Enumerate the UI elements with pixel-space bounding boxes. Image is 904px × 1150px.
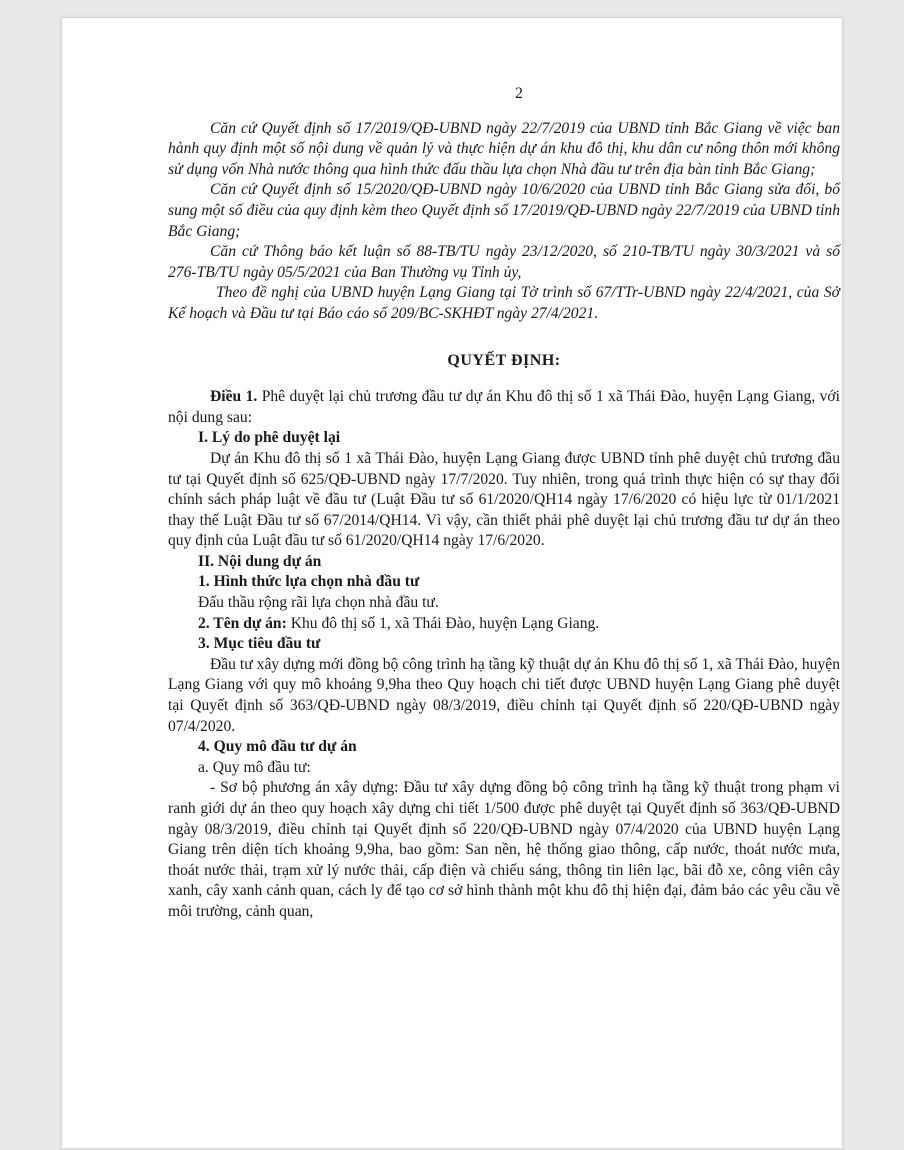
preamble xyxy=(168,119,840,325)
article-1-label: Điều 1. xyxy=(210,388,258,406)
item-2 xyxy=(168,614,840,635)
page-number: 2 xyxy=(515,85,523,102)
section-1-body: Dự án Khu đô thị số 1 xã Thái Đào, huyện Lạng Giang được UBND tỉnh phê duyệt chủ trương đầu tư tại Quyết định số 625/QĐ-UBND ngày 17/7/2020. Tuy nhiên, trong quá trình thực hiện có sự thay đổi chính sách pháp luật về đầu tư (Luật Đầu tư số 61/2020/QH14 ngày 17/6/2020 có hiệu lực từ 01/1/2021 thay thế Luật Đầu tư số 67/2014/QH14. Vì vậy, cần thiết phải phê duyệt lại chủ trương đầu tư dự án theo quy định của Luật đầu tư số 61/2020/QH14 ngày 17/6/2020. xyxy=(168,449,840,550)
item-4-title: 4. Quy mô đầu tư dự án xyxy=(198,738,357,756)
section-1-title: I. Lý do phê duyệt lại xyxy=(198,429,341,447)
document-page xyxy=(62,18,842,1148)
item-2-text: Khu đô thị số 1, xã Thái Đào, huyện Lạng Giang. xyxy=(286,614,600,632)
article-1-text: Phê duyệt lại chủ trương đầu tư dự án Khu đô thị số 1 xã Thái Đào, huyện Lạng Giang, với nội dung sau: xyxy=(168,388,840,426)
item-1-body: Đấu thầu rộng rãi lựa chọn nhà đầu tư. xyxy=(198,594,439,612)
item-4-a: a. Quy mô đầu tư: xyxy=(198,758,311,776)
article-1 xyxy=(168,387,840,428)
document-content xyxy=(168,84,840,923)
item-4-body: - Sơ bộ phương án xây dựng: Đầu tư xây dựng đồng bộ công trình hạ tầng kỹ thuật trong phạm vi ranh giới dự án theo quy hoạch xây dựng chi tiết 1/500 được phê duyệt tại Quyết định số 363/QĐ-UBND ngày 08/3/2019, điều chỉnh tại Quyết định số 220/QĐ-UBND ngày 07/4/2020 của UBND huyện Lạng Giang trên diện tích khoảng 9,9ha, bao gồm: San nền, hệ thống giao thông, cấp nước, thoát nước mưa, thoát nước thải, trạm xử lý nước thải, cấp điện và chiếu sáng, thông tin liên lạc, bãi đỗ xe, công viên cây xanh, cây xanh cảnh quan, cách ly để tạo cơ sở hình thành một khu đô thị hiện đại, đảm bảo các yêu cầu về môi trường, cảnh quan, xyxy=(168,779,840,920)
preamble-paragraph: Theo đề nghị của UBND huyện Lạng Giang tại Tờ trình số 67/TTr-UBND ngày 22/4/2021, của Sở Kế hoạch và Đầu tư tại Báo cáo số 209/BC-SKHĐT ngày 27/4/2021. xyxy=(168,284,840,322)
item-3-title: 3. Mục tiêu đầu tư xyxy=(198,635,321,653)
item-1-title: 1. Hình thức lựa chọn nhà đầu tư xyxy=(198,573,420,591)
preamble-paragraph: Căn cứ Quyết định số 17/2019/QĐ-UBND ngày 22/7/2019 của UBND tỉnh Bắc Giang về việc ban hành quy định một số nội dung về quản lý và thực hiện dự án khu đô thị, khu dân cư nông thôn mới không sử dụng vốn Nhà nước thông qua hình thức đấu thầu lựa chọn Nhà đầu tư trên địa bàn tỉnh Bắc Giang; xyxy=(168,119,840,178)
item-2-label: 2. Tên dự án: xyxy=(198,614,287,632)
decision-heading: QUYẾT ĐỊNH: xyxy=(447,351,561,369)
preamble-paragraph: Căn cứ Thông báo kết luận số 88-TB/TU ngày 23/12/2020, số 210-TB/TU ngày 30/3/2021 và số 276-TB/TU ngày 05/5/2021 của Ban Thường vụ Tỉnh ủy, xyxy=(168,243,840,281)
preamble-paragraph: Căn cứ Quyết định số 15/2020/QĐ-UBND ngày 10/6/2020 của UBND tỉnh Bắc Giang sửa đổi, bổ sung một số điều của quy định kèm theo Quyết định số 17/2019/QĐ-UBND ngày 22/7/2019 của UBND tỉnh Bắc Giang; xyxy=(168,181,840,240)
item-3-body: Đầu tư xây dựng mới đồng bộ công trình hạ tầng kỹ thuật dự án Khu đô thị số 1, xã Thái Đào, huyện Lạng Giang với quy mô khoảng 9,9ha theo Quy hoạch chi tiết được UBND huyện Lạng Giang phê duyệt tại Quyết định số 363/QĐ-UBND ngày 08/3/2019, điều chỉnh tại Quyết định số 220/QĐ-UBND ngày 07/4/2020. xyxy=(168,655,840,735)
section-2-title: II. Nội dung dự án xyxy=(198,552,322,570)
